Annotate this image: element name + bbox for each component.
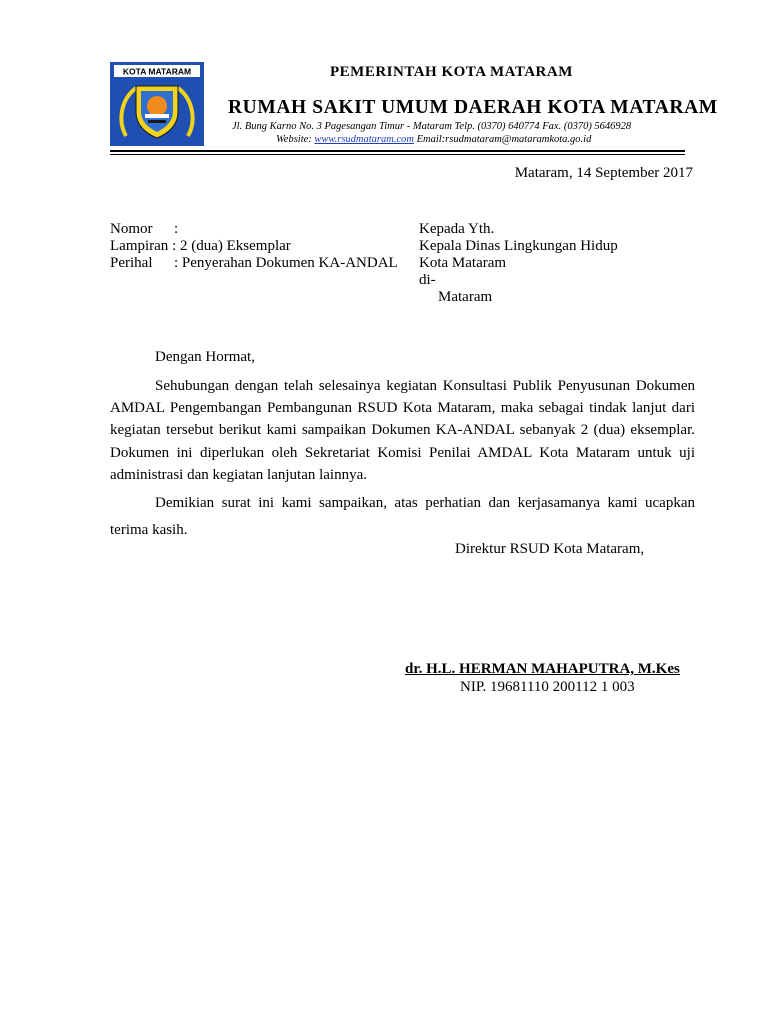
contact-line — [276, 134, 591, 145]
recipient-line-3: Kota Mataram — [419, 255, 507, 271]
meta-perihal — [110, 255, 398, 272]
meta-nomor — [110, 221, 178, 238]
recipient-line-4: di- — [419, 272, 436, 288]
lampiran-label: Lampiran — [110, 238, 169, 254]
website-label: Website: — [276, 134, 315, 145]
body-paragraph-1 — [110, 375, 695, 486]
signature-name: dr. H.L. HERMAN MAHAPUTRA, M.Kes — [405, 661, 680, 677]
hospital-name: RUMAH SAKIT UMUM DAERAH KOTA MATARAM — [228, 97, 718, 118]
body-paragraph-2 — [110, 490, 695, 544]
svg-text:KOTA MATARAM: KOTA MATARAM — [122, 66, 192, 77]
website-link[interactable]: www.rsudmataram.com — [314, 134, 414, 145]
nomor-label: Nomor — [110, 221, 153, 237]
letter-date: Mataram, 14 September 2017 — [514, 165, 693, 181]
hospital-address: Jl. Bung Karno No. 3 Pagesangan Timur - Mataram Telp. (0370) 640774 Fax. (0370) 5646928 — [232, 121, 632, 132]
government-title: PEMERINTAH KOTA MATARAM — [330, 64, 573, 80]
recipient-line-5: Mataram — [438, 289, 493, 305]
perihal-label: Perihal — [110, 255, 153, 271]
letterhead-rule-thin — [110, 154, 685, 155]
nomor-value: : — [174, 221, 179, 237]
signature-title: Direktur RSUD Kota Mataram, — [455, 541, 645, 557]
greeting: Dengan Hormat, — [155, 349, 255, 365]
lampiran-value: : 2 (dua) Eksemplar — [172, 238, 291, 254]
letterhead-rule-thick — [110, 150, 685, 152]
meta-lampiran — [110, 238, 291, 255]
perihal-value: : Penyerahan Dokumen KA-ANDAL — [174, 255, 398, 271]
recipient-line-2: Kepala Dinas Lingkungan Hidup — [419, 238, 618, 254]
recipient-line-1: Kepada Yth. — [419, 221, 495, 237]
email-text: Email:rsudmataram@mataramkota.go.id — [416, 134, 592, 145]
paragraph-2-text: Demikian surat ini kami sampaikan, atas perhatian dan kerjasamanya kami ucapkan terima kasih. — [110, 495, 695, 538]
city-emblem-icon — [110, 62, 204, 146]
paragraph-1-text: Sehubungan dengan telah selesainya kegiatan Konsultasi Publik Penyusunan Dokumen AMDAL Pengembangan Pembangunan RSUD Kota Mataram, maka sebagai tindak lanjut dari kegiatan tersebut berikut kami sampaikan Dokumen KA-ANDAL sebanyak 2 (dua) eksemplar. Dokumen ini diperlukan oleh Sekretariat Komisi Penilai AMDAL Kota Mataram untuk uji administrasi dan kegiatan lanjutan lainnya. — [110, 378, 695, 483]
signature-nip: NIP. 19681110 200112 1 003 — [460, 679, 635, 695]
